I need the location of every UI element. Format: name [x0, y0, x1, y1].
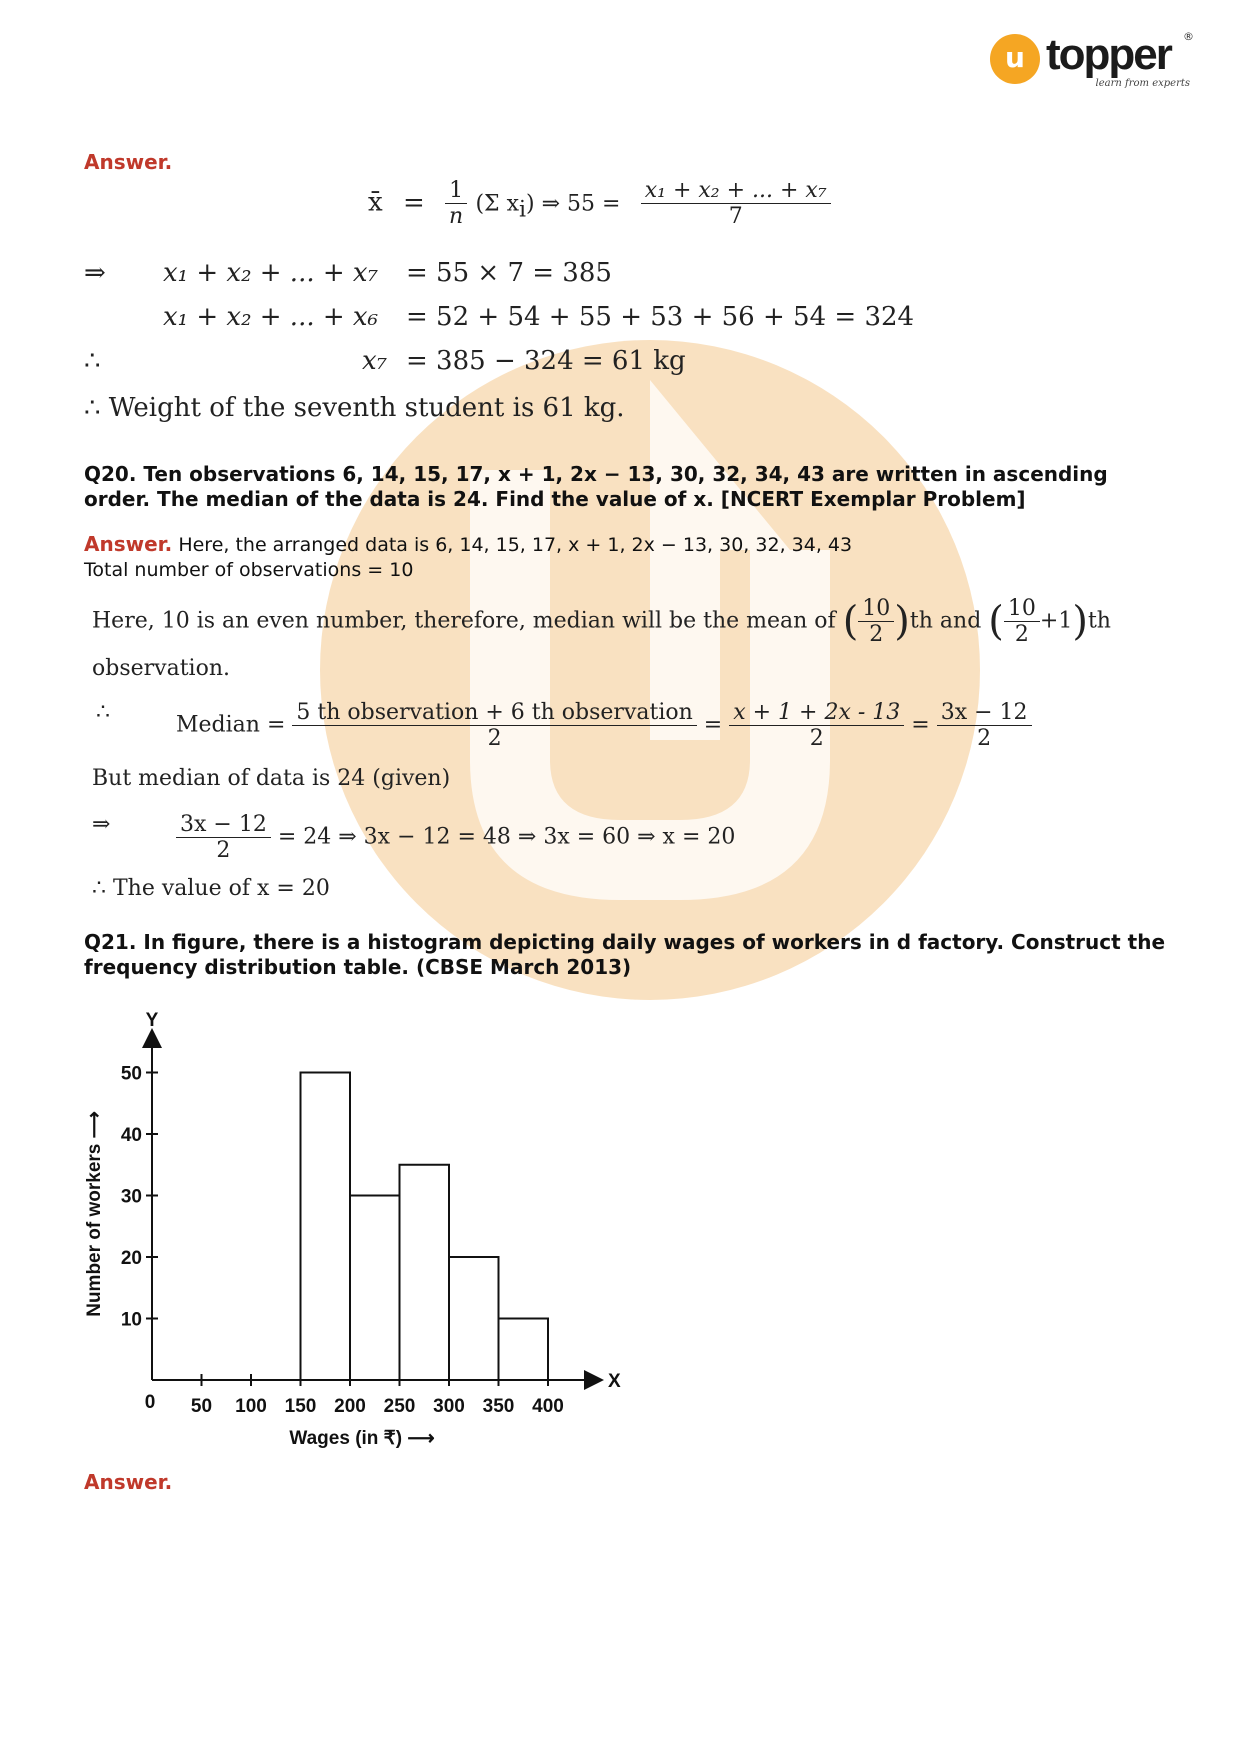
- q20-question-line1: Q20. Ten observations 6, 14, 15, 17, x + 1, 2x − 13, 30, 32, 34, 43 are written in ascending: [84, 462, 1108, 486]
- eq1-lhs: x̄: [368, 187, 383, 218]
- q19-answer-label: Answer.: [84, 150, 173, 174]
- median-eq2: =: [911, 712, 930, 738]
- y-axis-letter: Y: [145, 1010, 159, 1031]
- median-th2: th: [1087, 608, 1111, 634]
- q19-line2-lhs: x₁ + x₂ + ... + x₇: [163, 258, 378, 288]
- eq1-frac-den: n: [449, 204, 464, 229]
- median-eq: =: [703, 712, 723, 738]
- median-frac1: [858, 596, 894, 647]
- eq1-mid: (Σ x: [475, 191, 519, 217]
- x-axis-title: Wages (in ₹) ⟶: [289, 1428, 435, 1449]
- q21-question-line2: frequency distribution table. (CBSE March 2013): [84, 955, 632, 979]
- x-tick-label-150: 150: [284, 1396, 317, 1417]
- median-label: Median =: [176, 712, 286, 738]
- solve-frac: [176, 812, 271, 863]
- median-plus-one: +1: [1039, 608, 1073, 634]
- x-tick-label-400: 400: [532, 1396, 564, 1417]
- x-tick-label-250: 250: [383, 1396, 416, 1417]
- x-tick-label-100: 100: [235, 1396, 267, 1417]
- q19-line4-rhs: = 385 − 324 = 61 kg: [406, 346, 686, 376]
- implies-symbol: ⇒: [84, 258, 106, 288]
- median-frac2-num: 10: [1004, 596, 1040, 622]
- median-th: th and: [909, 608, 982, 634]
- q20-question-line2: order. The median of the data is 24. Find the value of x. [NCERT Exemplar Problem]: [84, 487, 1026, 511]
- median-num3: 3x − 12: [937, 700, 1032, 726]
- q20-answer-text: Here, the arranged data is 6, 14, 15, 17, x + 1, 2x − 13, 30, 32, 34, 43: [172, 534, 853, 556]
- median-frac-2: [729, 700, 904, 751]
- histogram-bar-300-350: [449, 1257, 499, 1380]
- eq1-rhs-num: x₁ + x₂ + ... + x₇: [641, 178, 831, 204]
- x-tick-label-200: 200: [334, 1396, 366, 1417]
- median-den: 2: [487, 726, 502, 751]
- eq1-frac-num: 1: [445, 178, 467, 204]
- registered-mark: ®: [1183, 30, 1194, 43]
- solve-rest: = 24 ⇒ 3x − 12 = 48 ⇒ 3x = 60 ⇒ x = 20: [277, 824, 736, 850]
- q19-conclusion: ∴ Weight of the seventh student is 61 kg.: [84, 393, 625, 423]
- median-frac-3: [937, 700, 1032, 751]
- median-frac2-den: 2: [1014, 622, 1029, 647]
- q20-observation-word: observation.: [92, 656, 230, 681]
- x-tick-label-300: 300: [433, 1396, 465, 1417]
- y-tick-label-40: 40: [120, 1125, 142, 1146]
- solve-equation: [176, 812, 735, 863]
- origin-label: 0: [144, 1392, 156, 1413]
- eq1-rhs-den: 7: [728, 204, 743, 229]
- eq1-fraction: [445, 178, 467, 229]
- q20-answer-line2: Total number of observations = 10: [84, 559, 414, 581]
- q21-question-line1: Q21. In figure, there is a histogram depicting daily wages of workers in d factory. Construct the: [84, 930, 1166, 954]
- therefore-symbol: ∴: [84, 346, 101, 376]
- median-frac1-num: 10: [858, 596, 894, 622]
- q21-answer-label: Answer.: [84, 1470, 173, 1494]
- y-tick-label-10: 10: [120, 1309, 142, 1331]
- x-axis-letter: X: [608, 1371, 621, 1392]
- x-tick-label-350: 350: [482, 1396, 515, 1417]
- eq1-mid-end: ) ⇒ 55 =: [526, 191, 621, 217]
- median-given-line: But median of data is 24 (given): [92, 766, 451, 791]
- y-tick-label-20: 20: [120, 1248, 142, 1269]
- median-frac-main: [292, 700, 696, 751]
- logo-u-icon: u: [990, 34, 1040, 84]
- q19-line3-lhs: x₁ + x₂ + ... + x₆: [163, 302, 378, 332]
- median-den2: 2: [809, 726, 824, 751]
- y-tick-label-50: 50: [120, 1063, 142, 1085]
- q20-answer-label: Answer.: [84, 532, 173, 556]
- solve-implies: ⇒: [92, 812, 111, 837]
- histogram-bar-350-400: [499, 1319, 549, 1381]
- histogram-bar-250-300: [400, 1165, 450, 1380]
- solve-den: 2: [216, 838, 231, 863]
- q19-line4-lhs: x₇: [362, 346, 388, 376]
- solve-num: 3x − 12: [176, 812, 271, 838]
- q20-final: ∴ The value of x = 20: [92, 876, 330, 901]
- q19-line2-rhs: = 55 × 7 = 385: [406, 258, 612, 288]
- median-equation: [176, 700, 1032, 751]
- q20-median-intro: Here, 10 is an even number, therefore, median will be the mean of ( $\frac{10}{2}$ )th and ( $\frac{10}{2}$ +1)th: [92, 596, 1111, 647]
- x-tick-label-50: 50: [190, 1396, 213, 1417]
- q19-eq1: [368, 178, 831, 229]
- eq1-mid-sub: i: [518, 197, 527, 223]
- q20-answer-line1: [84, 532, 852, 558]
- logo-wordmark: topper: [1046, 30, 1171, 79]
- histogram-bar-150-200: [301, 1073, 351, 1381]
- median-intro-text: Here, 10 is an even number, therefore, median will be the mean of: [92, 608, 836, 634]
- y-tick-label-30: 30: [120, 1186, 142, 1208]
- eq1-equals: =: [402, 187, 425, 218]
- y-axis-title: Number of workers ⟶: [84, 1111, 105, 1317]
- watermark-logo: [320, 340, 980, 1000]
- median-frac2: [1004, 596, 1040, 647]
- median-den3: 2: [977, 726, 992, 751]
- median-therefore: ∴: [96, 700, 110, 725]
- brand-logo: [990, 30, 1194, 92]
- histogram-chart: [80, 1010, 640, 1470]
- eq1-rhs-fraction: [641, 178, 831, 229]
- median-frac1-den: 2: [869, 622, 884, 647]
- logo-tagline: learn from experts: [1095, 78, 1190, 89]
- q19-line3-rhs: = 52 + 54 + 55 + 53 + 56 + 54 = 324: [406, 302, 915, 332]
- median-num2: x + 1 + 2x - 13: [729, 700, 904, 726]
- median-num: 5 th observation + 6 th observation: [292, 700, 696, 726]
- histogram-bar-200-250: [350, 1196, 400, 1381]
